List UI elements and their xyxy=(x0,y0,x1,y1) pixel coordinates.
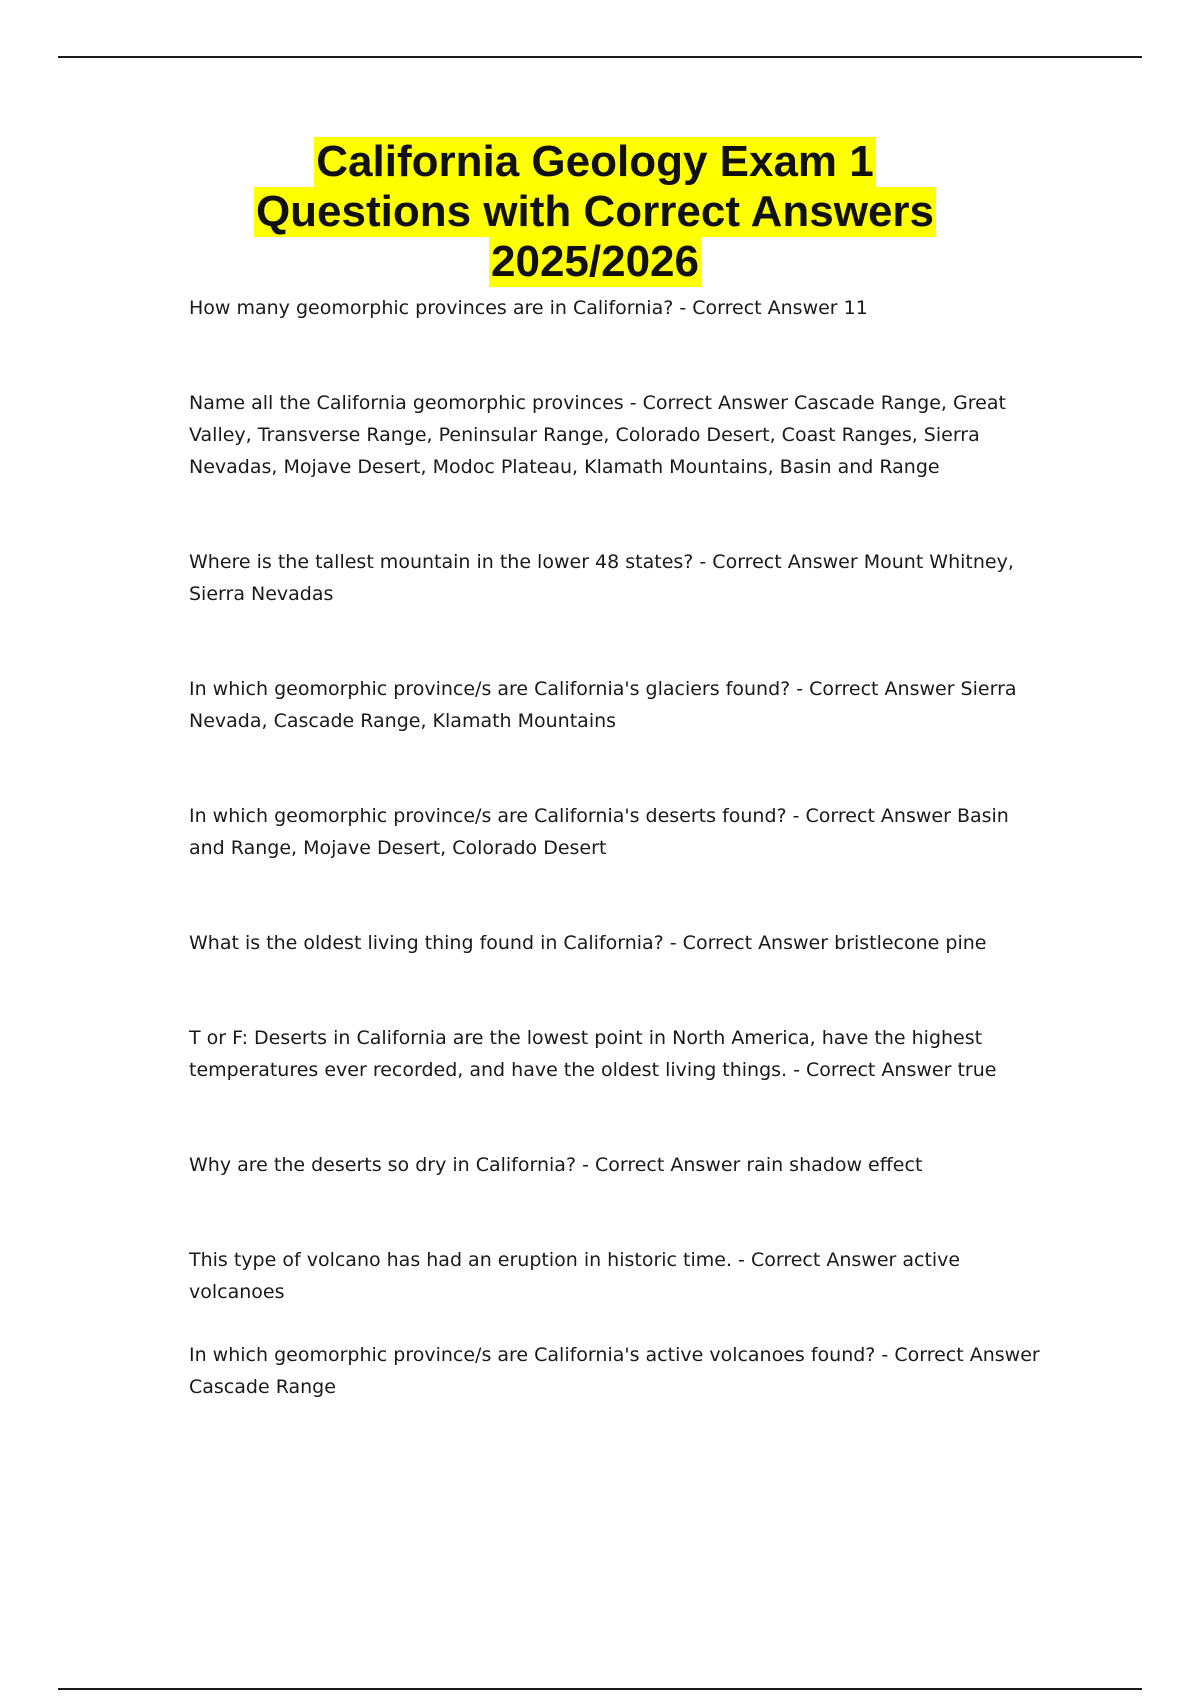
qa-item-3: Where is the tallest mountain in the lower 48 states? - Correct Answer Mount Whitney, Sierra Nevadas xyxy=(189,551,1014,605)
qa-item-10: In which geomorphic province/s are California's active volcanoes found? - Correct Answer Cascade Range xyxy=(189,1344,1040,1398)
qa-item-6: What is the oldest living thing found in California? - Correct Answer bristlecone pine xyxy=(189,932,987,954)
qa-item-5: In which geomorphic province/s are California's deserts found? - Correct Answer Basin and Range, Mojave Desert, Colorado Desert xyxy=(189,805,1009,859)
title-line-3: 2025/2026 xyxy=(491,237,699,286)
bottom-rule xyxy=(58,1688,1142,1690)
top-rule xyxy=(58,56,1142,58)
title-line-2: Questions with Correct Answers xyxy=(255,187,935,236)
qa-item-4: In which geomorphic province/s are California's glaciers found? - Correct Answer Sierra Nevada, Cascade Range, Klamath Mountains xyxy=(189,678,1017,732)
qa-item-7: T or F: Deserts in California are the lowest point in North America, have the highest temperatures ever recorded, and have the oldest living things. - Correct Answer true xyxy=(189,1027,997,1081)
document-title xyxy=(0,137,1190,287)
qa-item-1: How many geomorphic provinces are in California? - Correct Answer 11 xyxy=(189,297,868,319)
title-line-1: California Geology Exam 1 xyxy=(316,137,874,186)
qa-item-9: This type of volcano has had an eruption in historic time. - Correct Answer active volcanoes xyxy=(189,1249,961,1303)
qa-item-2: Name all the California geomorphic provinces - Correct Answer Cascade Range, Great Valley, Transverse Range, Peninsular Range, Colorado Desert, Coast Ranges, Sierra Nevadas, Mojave Desert, Modoc Plateau, Klamath Mountains, Basin and Range xyxy=(189,392,1006,478)
qa-item-8: Why are the deserts so dry in California? - Correct Answer rain shadow effect xyxy=(189,1154,923,1176)
